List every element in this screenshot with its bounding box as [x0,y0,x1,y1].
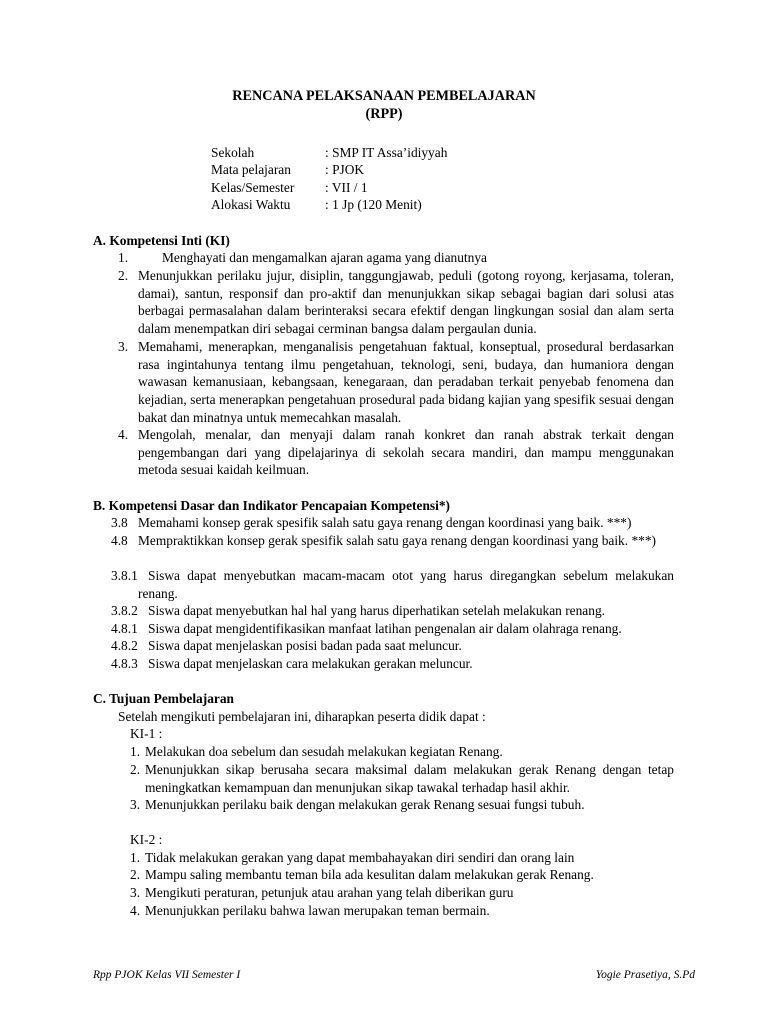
list-text: Memahami, menerapkan, menganalisis pengetahuan faktual, konseptual, prosedural berdasarkan rasa ingintahunya tentang ilmu pengetahuan, teknologi, seni, budaya, dan humaniora dengan wawasan kemanusiaan, kebangsaan, kenegaraan, dan peradaban terkait penyebab fenomena dan kejadian, serta menerapkan pengetahuan prosedural pada bidang kajian yang spesifik sesuai dengan bakat dan minatnya untuk memecahkan masalah. [138,339,674,425]
list-text: Menunjukkan perilaku bahwa lawan merupakan teman bermain. [145,903,490,918]
list-number: 4.8.1 [111,621,138,636]
document-subtitle: (RPP) [365,106,403,122]
list-text: Mampu saling membantu teman bila ada kesulitan dalam melakukan gerak Renang. [145,867,594,882]
ki1-label: KI-1 : [130,726,163,741]
list-number: 4.8.3 [111,656,138,671]
list-number: 1. [130,850,141,865]
list-number: 3.8 [111,515,128,530]
info-label-subject: Mata pelajaran [211,162,291,177]
list-number: 4. [118,427,129,442]
list-text: Siswa dapat mengidentifikasikan manfaat latihan pengenalan air dalam olahraga renang. [148,621,622,636]
footer-right: Yogie Prasetiya, S.Pd [595,969,695,981]
list-number: 4.8.2 [111,638,138,653]
list-number: 1. [130,744,141,759]
list-text: Menunjukkan perilaku jujur, disiplin, tanggungjawab, peduli (gotong royong, kerjasama, toleran, damai), santun, responsif dan pro-aktif dan menunjukkan sikap sebagai bagian dari solusi atas berbagai permasalahan dalam berinteraksi secara efektif dengan lingkungan sosial dan alam serta dalam menempatkan diri sebagai cerminan bangsa dalam pergaulan dunia. [138,268,674,337]
section-c-intro: Setelah mengikuti pembelajaran ini, diharapkan peserta didik dapat : [118,709,486,724]
list-text: Siswa dapat menyebutkan hal hal yang harus diperhatikan setelah melakukan renang. [148,603,605,618]
list-text: Menunjukkan sikap berusaha secara maksimal dalam melakukan gerak Renang dengan tetap meningkatkan kemampuan dan menunjukan sikap tawakal terhadap hasil akhir. [145,762,674,795]
list-number: 4.8 [111,533,128,548]
list-number: 2. [118,268,129,283]
list-number: 4. [130,903,141,918]
list-text: Mempraktikkan konsep gerak spesifik salah satu gaya renang dengan koordinasi yang baik. ***) [138,533,656,548]
list-text: Siswa dapat menyebutkan macam-macam otot yang harus diregangkan sebelum melakukan renang. [138,568,674,601]
list-number: 3.8.2 [111,603,138,618]
list-text: Menunjukkan perilaku baik dengan melakukan gerak Renang sesuai fungsi tubuh. [145,797,585,812]
info-value-subject: : PJOK [325,162,365,177]
info-value-time: : 1 Jp (120 Menit) [325,197,422,212]
info-label-time: Alokasi Waktu [211,197,291,212]
list-text: Menghayati dan mengamalkan ajaran agama yang dianutnya [162,250,487,265]
document-title: RENCANA PELAKSANAAN PEMBELAJARAN [232,88,536,104]
list-number: 2. [130,867,141,882]
info-value-class: : VII / 1 [325,180,368,195]
list-number: 3.8.1 [111,568,138,583]
list-text: Memahami konsep gerak spesifik salah satu gaya renang dengan koordinasi yang baik. ***) [138,515,632,530]
ki2-label: KI-2 : [130,832,163,847]
list-number: 3. [130,797,141,812]
list-number: 1. [118,250,129,265]
info-value-school: : SMP IT Assa’idiyyah [325,145,448,160]
list-number: 2. [130,762,141,777]
list-text: Siswa dapat menjelaskan cara melakukan gerakan meluncur. [148,656,473,671]
list-text: Mengikuti peraturan, petunjuk atau arahan yang telah diberikan guru [145,885,514,900]
list-number: 3. [130,885,141,900]
section-a-heading: A. Kompetensi Inti (KI) [93,233,230,248]
list-text: Mengolah, menalar, dan menyaji dalam ranah konkret dan ranah abstrak terkait dengan pengembangan dari yang dipelajarinya di sekolah secara mandiri, dan mampu menggunakan metoda sesuai kaidah keilmuan. [138,427,674,478]
list-number: 3. [118,339,129,354]
list-text: Melakukan doa sebelum dan sesudah melakukan kegiatan Renang. [145,744,503,759]
info-label-class: Kelas/Semester [211,180,295,195]
list-text: Tidak melakukan gerakan yang dapat membahayakan diri sendiri dan orang lain [145,850,575,865]
section-c-heading: C. Tujuan Pembelajaran [93,691,234,706]
info-label-school: Sekolah [211,145,255,160]
section-b-heading: B. Kompetensi Dasar dan Indikator Pencapaian Kompetensi*) [93,498,450,513]
list-text: Siswa dapat menjelaskan posisi badan pada saat meluncur. [148,638,462,653]
footer-left: Rpp PJOK Kelas VII Semester I [93,969,241,981]
